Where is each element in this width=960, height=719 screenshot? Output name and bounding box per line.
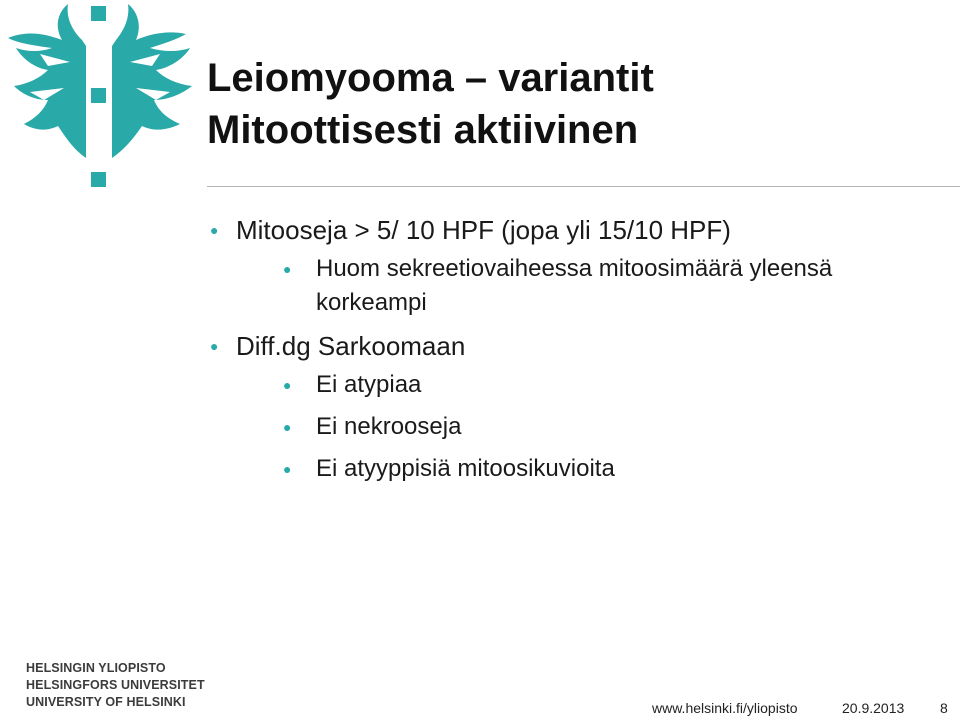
sub-bullet-list [236,368,930,486]
bullet-text: Diff.dg Sarkoomaan [236,331,466,361]
bullet-dot-icon: ● [283,461,292,477]
bullet-dot-icon: ● [210,338,219,354]
sub-bullet-item [236,368,930,402]
wordmark-line: HELSINGFORS UNIVERSITET [26,678,205,692]
slide-title-line-1: Leiomyooma – variantit [207,56,654,100]
wordmark-line: UNIVERSITY OF HELSINKI [26,695,186,709]
sub-bullet-list [236,252,930,320]
sub-bullet-item [236,410,930,444]
sub-bullet-item [236,252,930,320]
footer-date: 20.9.2013 [842,700,905,716]
bullet-dot-icon: ● [283,419,292,435]
university-wordmark [26,660,205,711]
slide-title-line-2: Mitoottisesti aktiivinen [207,108,639,152]
bullet-item [210,212,930,320]
title-divider [207,186,960,187]
sub-bullet-text: Ei nekrooseja [316,413,462,440]
sub-bullet-text: Huom sekreetiovaiheessa mitoosimäärä yleensä korkeampi [316,255,833,316]
bullet-dot-icon: ● [283,261,292,277]
slide-bullet-list [210,212,930,494]
page-number: 8 [940,700,948,716]
bullet-text: Mitooseja > 5/ 10 HPF (jopa yli 15/10 HPF) [236,215,731,245]
slide-title [207,52,947,156]
sub-bullet-item [236,452,930,486]
sub-bullet-text: Ei atypiaa [316,371,422,398]
bullet-dot-icon: ● [283,377,292,393]
wordmark-line: HELSINGIN YLIOPISTO [26,661,166,675]
bullet-dot-icon: ● [210,222,219,238]
helsinki-university-logo-icon [0,0,200,195]
footer-url: www.helsinki.fi/yliopisto [652,700,798,716]
bullet-item [210,328,930,486]
sub-bullet-text: Ei atyyppisiä mitoosikuvioita [316,455,615,482]
